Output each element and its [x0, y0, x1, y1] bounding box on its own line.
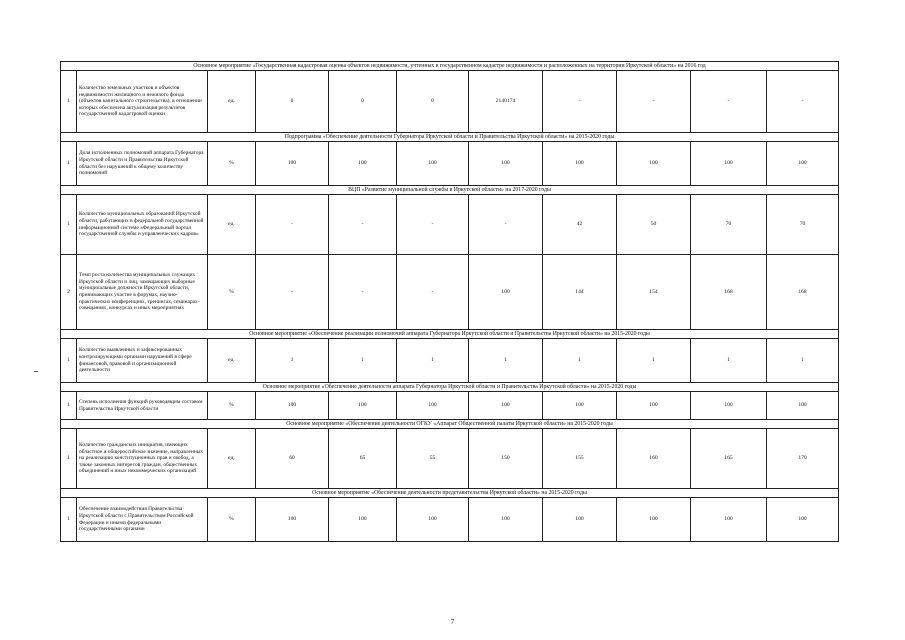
- value-cell: 100: [543, 392, 617, 420]
- value-cell: 0: [329, 71, 397, 133]
- unit-cell: %: [208, 142, 256, 186]
- value-cell: 168: [767, 255, 839, 330]
- value-cell: 100: [617, 392, 691, 420]
- table-row: [61, 142, 839, 186]
- value-cell: -: [397, 195, 469, 255]
- table-row: [61, 71, 839, 133]
- value-cell: -: [767, 71, 839, 133]
- value-cell: 100: [397, 142, 469, 186]
- value-cell: 100: [469, 142, 543, 186]
- value-cell: 0: [256, 71, 329, 133]
- value-cell: 100: [469, 255, 543, 330]
- value-cell: 100: [329, 392, 397, 420]
- unit-cell: %: [208, 255, 256, 330]
- value-cell: 100: [691, 142, 767, 186]
- value-cell: 100: [691, 498, 767, 542]
- row-number: 1: [61, 498, 77, 542]
- indicator-name: Обеспечение взаимодействия Правительства Иркутской области с Правительством Российской Федерации и иными федеральными государственными органами: [77, 498, 208, 542]
- unit-cell: ед.: [208, 195, 256, 255]
- page-number: 7: [450, 618, 455, 626]
- value-cell: 100: [617, 498, 691, 542]
- value-cell: 100: [691, 392, 767, 420]
- value-cell: 100: [256, 142, 329, 186]
- value-cell: -: [256, 195, 329, 255]
- value-cell: 150: [469, 429, 543, 489]
- unit-cell: ед.: [208, 339, 256, 383]
- value-cell: 165: [691, 429, 767, 489]
- section-title: Подпрограмма «Обеспечение деятельности Губернатора Иркутской области и Правительства Иркутской области» на 2015-2020 годы: [61, 133, 839, 142]
- value-cell: 154: [617, 255, 691, 330]
- row-number: 2: [61, 255, 77, 330]
- indicator-name: Доля исполненных полномочий аппарата Губернатора Иркутской области и Правительства Иркутской области без нарушений к общему количеству полномочий: [77, 142, 208, 186]
- value-cell: 168: [691, 255, 767, 330]
- indicator-name: Количество земельных участков и объектов недвижимости жилищного и нежилого фонда (объектов капитального строительства), в отношении которых обеспечена актуализация результатов государственной кадастровой оценки: [77, 71, 208, 133]
- value-cell: 55: [397, 429, 469, 489]
- value-cell: 1: [767, 339, 839, 383]
- table-row: [61, 498, 839, 542]
- row-number: 1: [61, 429, 77, 489]
- value-cell: 144: [543, 255, 617, 330]
- value-cell: -: [617, 71, 691, 133]
- section-title: ВЦП «Развитие муниципальной службы в Иркутской области» на 2017-2020 годы: [61, 186, 839, 195]
- value-cell: 1: [543, 339, 617, 383]
- value-cell: 60: [256, 429, 329, 489]
- value-cell: 100: [256, 498, 329, 542]
- section-title: Основное мероприятие «Обеспечение деятельности представительства Иркутской области» на 2015-2020 годы: [61, 489, 839, 498]
- table-row: [61, 339, 839, 383]
- value-cell: 100: [617, 142, 691, 186]
- value-cell: 155: [543, 429, 617, 489]
- value-cell: 1: [617, 339, 691, 383]
- value-cell: 1: [329, 339, 397, 383]
- value-cell: 70: [691, 195, 767, 255]
- value-cell: 100: [329, 498, 397, 542]
- indicator-name: Степень исполнения функций руководящим составом Правительства Иркутской области: [77, 392, 208, 420]
- indicator-name: Количество выявленных и зафиксированных контролирующими органами нарушений в сфере финансовой, правовой и организационной деятельности: [77, 339, 208, 383]
- value-cell: 42: [543, 195, 617, 255]
- row-number: 1: [61, 195, 77, 255]
- unit-cell: ед.: [208, 71, 256, 133]
- section-title: Основное мероприятие «Обеспечение деятельности ОГКУ «Аппарат Общественной палаты Иркутской области» на 2015-2020 годы: [61, 420, 839, 429]
- indicator-name: Количество гражданских инициатив, имеющих областное и общероссийское значение, направленных на реализацию конституционных прав и свобод, а также законных интересов граждан, общественных объединений и иных некоммерческих организаций: [77, 429, 208, 489]
- value-cell: -: [469, 195, 543, 255]
- unit-cell: %: [208, 392, 256, 420]
- value-cell: 160: [617, 429, 691, 489]
- table-row: [61, 255, 839, 330]
- section-title: Основное мероприятие «Государственная кадастровая оценка объектов недвижимости, учтенных в государственном кадастре недвижимости и расположенных на территории Иркутской области» на 2016 год: [61, 62, 839, 71]
- row-number: 1: [61, 71, 77, 133]
- value-cell: 100: [469, 392, 543, 420]
- value-cell: 1: [256, 339, 329, 383]
- value-cell: 100: [767, 142, 839, 186]
- value-cell: -: [329, 195, 397, 255]
- table-row: [61, 195, 839, 255]
- table-row: [61, 429, 839, 489]
- value-cell: 100: [329, 142, 397, 186]
- value-cell: 100: [543, 142, 617, 186]
- value-cell: 1: [691, 339, 767, 383]
- value-cell: -: [543, 71, 617, 133]
- value-cell: 100: [397, 392, 469, 420]
- value-cell: 0: [397, 71, 469, 133]
- value-cell: 100: [543, 498, 617, 542]
- value-cell: -: [256, 255, 329, 330]
- value-cell: 100: [767, 392, 839, 420]
- value-cell: 170: [767, 429, 839, 489]
- row-number: 1: [61, 392, 77, 420]
- value-cell: 70: [767, 195, 839, 255]
- indicator-name: Темп роста количества муниципальных служащих Иркутской области и лиц, замещающих выборные муниципальные должности Иркутской области, принимающих участие в форумах, научно-практических конференциях, тренингах, семинарах-совещаниях, конкурсах и иных мероприятиях: [77, 255, 208, 330]
- value-cell: -: [397, 255, 469, 330]
- value-cell: 1: [469, 339, 543, 383]
- value-cell: 100: [767, 498, 839, 542]
- section-title: Основное мероприятие «Обеспечение реализации полномочий аппарата Губернатора Иркутской области и Правительства Иркутской области» на 2015-2020 годы: [61, 330, 839, 339]
- value-cell: 65: [329, 429, 397, 489]
- value-cell: -: [329, 255, 397, 330]
- value-cell: 2140174: [469, 71, 543, 133]
- table-row: [61, 392, 839, 420]
- indicator-name: Количество муниципальных образований Иркутской области, работающих в федеральной государственной информационной системе «Федеральный портал государственной службы и управленческих кадров»: [77, 195, 208, 255]
- indicators-table: [60, 61, 839, 542]
- value-cell: 100: [469, 498, 543, 542]
- row-number: 1: [61, 142, 77, 186]
- value-cell: -: [691, 71, 767, 133]
- margin-mark: [34, 371, 38, 372]
- value-cell: 100: [256, 392, 329, 420]
- unit-cell: %: [208, 498, 256, 542]
- section-title: Основное мероприятие «Обеспечение деятельности аппарата Губернатора Иркутской области и Правительства Иркутской области» на 2015-2020 годы: [61, 383, 839, 392]
- value-cell: 1: [397, 339, 469, 383]
- unit-cell: ед.: [208, 429, 256, 489]
- row-number: 1: [61, 339, 77, 383]
- value-cell: 100: [397, 498, 469, 542]
- value-cell: 50: [617, 195, 691, 255]
